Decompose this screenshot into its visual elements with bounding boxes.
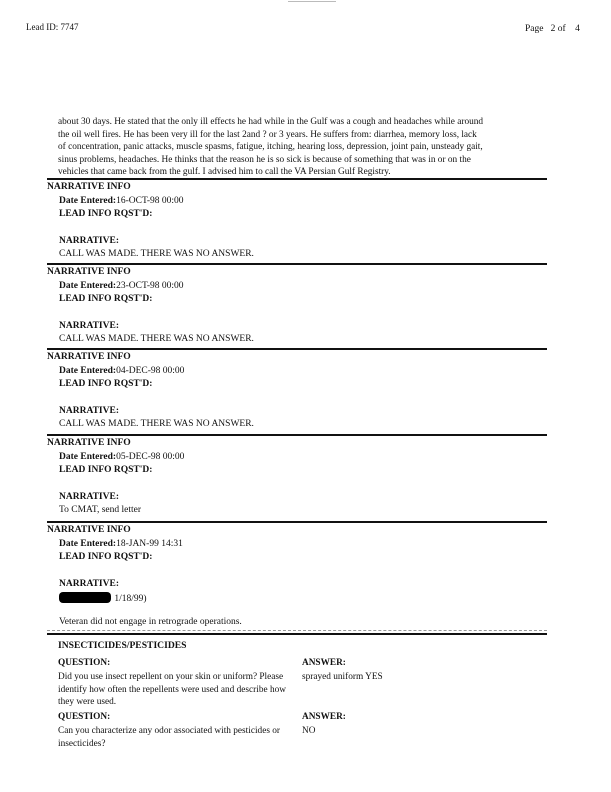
date-entered-value: 04-DEC-98 00:00 <box>116 366 185 376</box>
question-label: QUESTION: <box>58 658 111 668</box>
section-title <box>58 640 558 651</box>
narrative-text: Veteran did not engage in retrograde operations. <box>59 617 242 627</box>
answer-text: sprayed uniform YES <box>302 672 383 683</box>
date-entered-row <box>59 196 184 206</box>
redaction-block <box>59 592 111 603</box>
narrative-info-heading: NARRATIVE INFO <box>47 266 131 277</box>
narrative-label: NARRATIVE: <box>59 236 119 246</box>
scan-artifact <box>288 1 336 2</box>
date-entered-row <box>59 452 184 462</box>
date-entered-label: Date Entered: <box>59 452 117 462</box>
section-divider <box>47 521 547 523</box>
date-entered-row <box>59 281 184 291</box>
redacted-suffix: 1/18/99) <box>112 594 147 604</box>
lead-info-label: LEAD INFO RQST'D: <box>59 552 153 562</box>
narrative-text: CALL WAS MADE. THERE WAS NO ANSWER. <box>59 419 254 429</box>
answer-text: NO <box>302 726 316 737</box>
question-block <box>58 711 298 750</box>
date-entered-label: Date Entered: <box>59 281 117 291</box>
page-number: Page 2 of 4 <box>525 24 580 34</box>
narrative-text: CALL WAS MADE. THERE WAS NO ANSWER. <box>59 334 254 344</box>
question-text: Can you characterize any odor associated with pesticides or insecticides? <box>58 726 281 749</box>
date-entered-label: Date Entered: <box>59 539 117 549</box>
section-divider <box>47 178 547 180</box>
question-label: QUESTION: <box>58 712 111 722</box>
narrative-label: NARRATIVE: <box>59 406 119 416</box>
intro-line: vehicles that came back from the gulf. I advised him to call the VA Persian Gulf Registry. <box>58 167 391 178</box>
narrative-info-heading: NARRATIVE INFO <box>47 351 131 362</box>
narrative-entry <box>47 351 547 429</box>
answer-label: ANSWER: <box>302 712 346 722</box>
intro-line: of concentration, panic attacks, muscle spasms, fatigue, itching, hearing loss, depression, joint pain, unsteady gait, <box>58 142 483 153</box>
narrative-label: NARRATIVE: <box>59 579 119 589</box>
lead-info-label: LEAD INFO RQST'D: <box>59 209 153 219</box>
narrative-text: To CMAT, send letter <box>59 505 142 515</box>
lead-id: Lead ID: 7747 <box>26 22 79 32</box>
intro-narrative <box>58 116 508 179</box>
section-divider <box>47 434 547 436</box>
answer-block <box>302 711 502 738</box>
date-entered-value: 18-JAN-99 14:31 <box>116 539 183 549</box>
lead-info-label: LEAD INFO RQST'D: <box>59 379 153 389</box>
date-entered-value: 23-OCT-98 00:00 <box>116 281 184 291</box>
date-entered-label: Date Entered: <box>59 366 117 376</box>
narrative-entry <box>47 524 547 627</box>
answer-label: ANSWER: <box>302 658 346 668</box>
section-divider <box>47 633 547 635</box>
date-entered-value: 05-DEC-98 00:00 <box>116 452 185 462</box>
date-entered-row <box>59 539 183 549</box>
redacted-line <box>59 592 147 604</box>
narrative-entry <box>47 437 547 515</box>
answer-block <box>302 657 502 684</box>
narrative-info-heading: NARRATIVE INFO <box>47 524 131 535</box>
lead-info-label: LEAD INFO RQST'D: <box>59 465 153 475</box>
narrative-info-heading: NARRATIVE INFO <box>47 437 131 448</box>
date-entered-label: Date Entered: <box>59 196 117 206</box>
section-divider <box>47 348 547 350</box>
narrative-entry <box>47 181 547 259</box>
insecticides-heading: INSECTICIDES/PESTICIDES <box>58 640 187 651</box>
date-entered-row <box>59 366 184 376</box>
dashed-divider <box>47 630 547 631</box>
question-block <box>58 657 298 709</box>
narrative-label: NARRATIVE: <box>59 321 119 331</box>
intro-line: sinus problems, headaches. He thinks that the reason he is so sick is because of something that was in or on the <box>58 154 471 165</box>
question-text: Did you use insect repellent on your skin or uniform? Please identify how often the repellents were used and describe how they were used. <box>58 672 286 708</box>
narrative-entry <box>47 266 547 344</box>
intro-line: about 30 days. He stated that the only ill effects he had while in the Gulf was a cough and headaches while around <box>58 117 484 127</box>
section-divider <box>47 263 547 265</box>
intro-line: the oil well fires. He has been very ill for the last 2and ? or 3 years. He suffers from: diarrhea, memory loss, lack <box>58 129 477 140</box>
narrative-info-heading: NARRATIVE INFO <box>47 181 131 192</box>
date-entered-value: 16-OCT-98 00:00 <box>116 196 184 206</box>
narrative-label: NARRATIVE: <box>59 492 119 502</box>
lead-info-label: LEAD INFO RQST'D: <box>59 294 153 304</box>
narrative-text: CALL WAS MADE. THERE WAS NO ANSWER. <box>59 249 254 259</box>
